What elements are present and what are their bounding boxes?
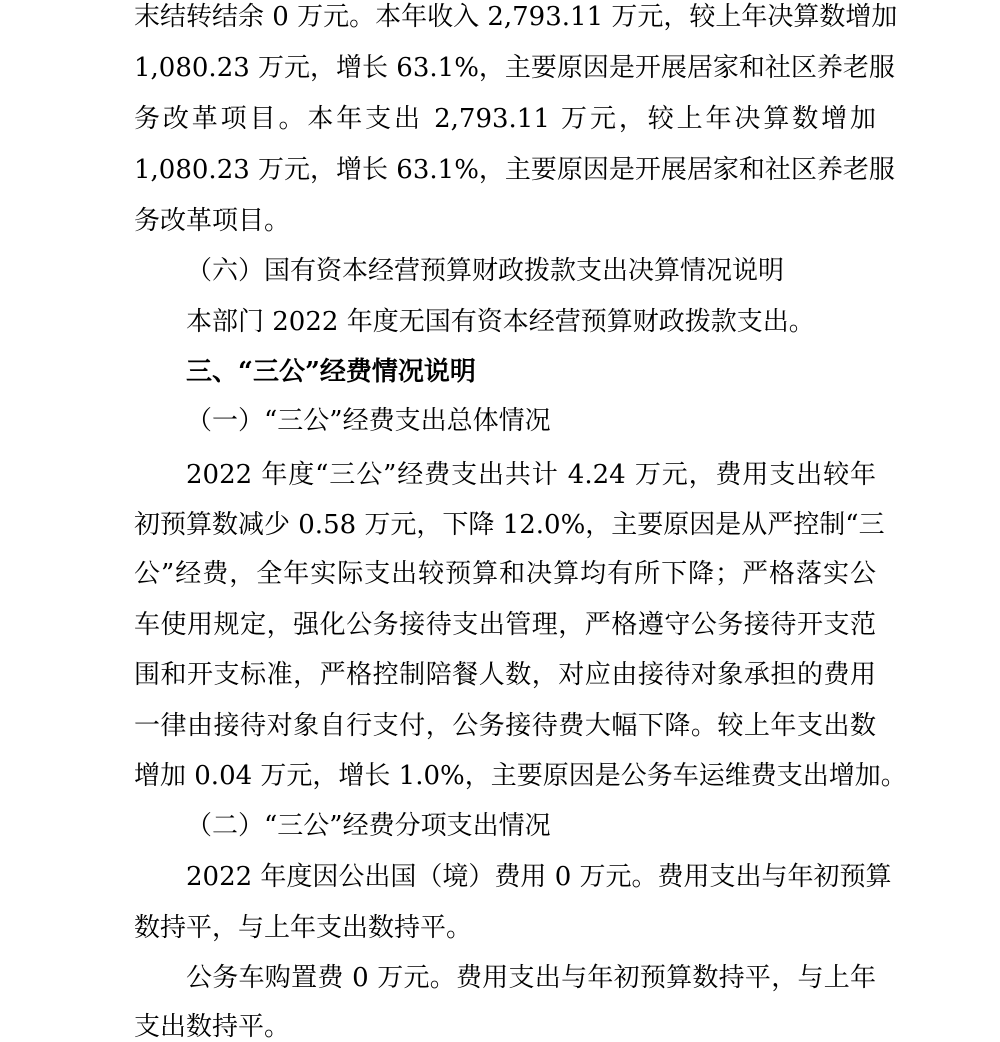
paragraph-line-4: 1,080.23 万元，增长 63.1%，主要原因是开展居家和社区养老服 xyxy=(134,155,895,185)
paragraph-line-21: 支出数持平。 xyxy=(134,1012,291,1042)
paragraph-line-18: 2022 年度因公出国（境）费用 0 万元。费用支出与年初预算 xyxy=(186,862,892,892)
paragraph-line-10: 2022 年度“三公”经费支出共计 4.24 万元，费用支出较年 xyxy=(186,460,876,490)
paragraph-line-14: 围和开支标准，严格控制陪餐人数，对应由接待对象承担的费用 xyxy=(134,660,876,690)
paragraph-line-1: 末结转结余 0 万元。本年收入 2,793.11 万元，较上年决算数增加 xyxy=(134,2,898,32)
paragraph-line-13: 车使用规定，强化公务接待支出管理，严格遵守公务接待开支范 xyxy=(134,610,876,640)
paragraph-line-11: 初预算数减少 0.58 万元，下降 12.0%，主要原因是从严控制“三 xyxy=(134,510,885,540)
paragraph-line-7: 本部门 2022 年度无国有资本经营预算财政拨款支出。 xyxy=(186,307,815,337)
subsection-heading-2: （二）“三公”经费分项支出情况 xyxy=(186,811,551,841)
paragraph-line-16: 增加 0.04 万元，增长 1.0%，主要原因是公务车运维费支出增加。 xyxy=(134,761,907,791)
section-heading-3: 三、“三公”经费情况说明 xyxy=(186,357,476,387)
paragraph-line-3: 务改革项目。本年支出 2,793.11 万元，较上年决算数增加 xyxy=(134,104,876,134)
paragraph-line-12: 公”经费，全年实际支出较预算和决算均有所下降；严格落实公 xyxy=(134,559,876,589)
subsection-heading-1: （一）“三公”经费支出总体情况 xyxy=(186,406,551,436)
paragraph-line-5: 务改革项目。 xyxy=(134,206,291,236)
subsection-heading-6: （六）国有资本经营预算财政拨款支出决算情况说明 xyxy=(186,256,785,286)
paragraph-line-2: 1,080.23 万元，增长 63.1%，主要原因是开展居家和社区养老服 xyxy=(134,53,895,83)
paragraph-line-20: 公务车购置费 0 万元。费用支出与年初预算数持平，与上年 xyxy=(186,963,876,993)
paragraph-line-15: 一律由接待对象自行支付，公务接待费大幅下降。较上年支出数 xyxy=(134,711,876,741)
paragraph-line-19: 数持平，与上年支出数持平。 xyxy=(134,913,473,943)
